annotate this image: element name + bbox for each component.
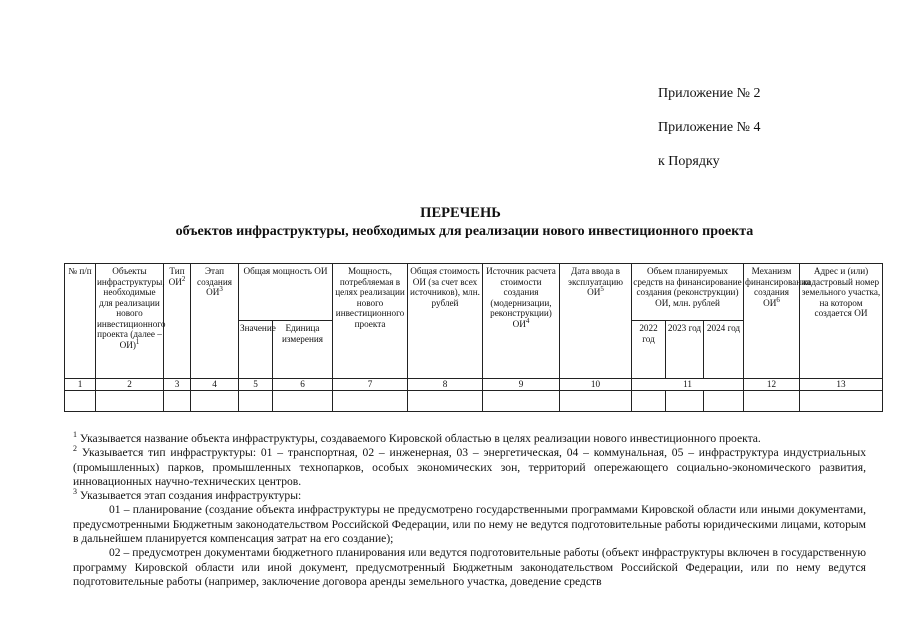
document-title: ПЕРЕЧЕНЬ	[420, 205, 501, 221]
table-number-row	[65, 379, 883, 391]
document-subtitle: объектов инфраструктуры, необходимых для реализации нового инвестиционного проекта	[175, 224, 754, 239]
empty-cell	[408, 391, 483, 412]
appendix-line-2: Приложение № 4	[658, 120, 761, 135]
empty-cell	[239, 391, 273, 412]
col-number: 7	[333, 379, 408, 391]
col-number: 2	[96, 379, 164, 391]
header-date: Дата ввода в эксплуатацию $ОИ^5$	[560, 264, 632, 379]
empty-cell	[164, 391, 191, 412]
infrastructure-table	[64, 263, 883, 412]
header-type: Тип $ОИ^2$	[164, 264, 191, 379]
col-number: 4	[191, 379, 239, 391]
header-mechanism: Механизм финансирования создания $ОИ^6$	[744, 264, 800, 379]
footnote-2: $^2$ Указывается тип инфраструктуры: 01 – транспортная, 02 – инженерная, 03 – энергетическая, 04 – коммунальная, 05 – инфраструктура индустриальных (промышленных) парков, промышленных технопарков, особых экономических зон, территорий опережающего социально-экономического развития, инновационных научно-технических центров.	[73, 444, 866, 488]
empty-cell	[483, 391, 560, 412]
col-number: 6	[273, 379, 333, 391]
empty-cell	[744, 391, 800, 412]
col-number: 8	[408, 379, 483, 391]
empty-cell	[65, 391, 96, 412]
header-num: № п/п	[65, 264, 96, 379]
header-finance: Объем планируемых средств на финансирование создания (реконструкции) ОИ, млн. рублей	[632, 264, 744, 321]
header-year-2024: 2024 год	[704, 321, 744, 379]
col-number: 9	[483, 379, 560, 391]
footnote-1: $^1$ Указывается название объекта инфраструктуры, создаваемого Кировской областью в целях реализации нового инвестиционного проекта.	[73, 430, 761, 445]
header-cap-unit: Единица измерения	[273, 321, 333, 379]
empty-cell	[96, 391, 164, 412]
footnotes	[73, 432, 866, 589]
col-number: 10	[560, 379, 632, 391]
header-consumed: Мощность, потребляемая в целях реализации нового инвестиционного проекта	[333, 264, 408, 379]
empty-cell	[704, 391, 744, 412]
col-number: 12	[744, 379, 800, 391]
header-year-2022: 2022 год	[632, 321, 666, 379]
footnote-3: $^3$ Указывается этап создания инфраструктуры:	[73, 487, 302, 503]
header-cap-value: Значение	[239, 321, 273, 379]
table-header-row	[65, 264, 883, 321]
empty-cell	[273, 391, 333, 412]
col-number: 5	[239, 379, 273, 391]
empty-cell	[333, 391, 408, 412]
header-year-2023: 2023 год	[666, 321, 704, 379]
empty-cell	[666, 391, 704, 412]
col-number: 13	[800, 379, 883, 391]
col-number: 3	[164, 379, 191, 391]
empty-cell	[560, 391, 632, 412]
table-empty-row	[65, 391, 883, 412]
col-number: 1	[65, 379, 96, 391]
empty-cell	[632, 391, 666, 412]
stage-02-paragraph: 02 – предусмотрен документами бюджетного планирования или ведутся подготовительные работы (объект инфраструктуры включен в государственную программу Кировской области или иной документ, предусмотренный Бюджетным законодательством Российской Федерации, или по нему ведутся подготовительные работы (например, заключение договора аренды земельного участка, доведение средств	[73, 546, 866, 588]
header-objects: Объекты инфраструктуры, необходимые для реализации нового инвестиционного проекта (далее – ОИ)$^1$	[96, 264, 164, 379]
appendix-line-3: к Порядку	[658, 154, 720, 169]
header-stage: Этап создания $ОИ^3$	[191, 264, 239, 379]
appendix-line-1: Приложение № 2	[658, 86, 761, 101]
header-address: Адрес и (или) кадастровый номер земельного участка, на котором создается ОИ	[800, 264, 883, 379]
empty-cell	[800, 391, 883, 412]
header-capacity: Общая мощность ОИ	[239, 264, 333, 321]
header-cost: Общая стоимость ОИ (за счет всех источников), млн. рублей	[408, 264, 483, 379]
empty-cell	[191, 391, 239, 412]
header-source: Источник расчета стоимости создания (модернизации, реконструкции) $ОИ^4$	[483, 264, 560, 379]
stage-01-paragraph: 01 – планирование (создание объекта инфраструктуры не предусмотрено государственными программами Кировской области или иными документами, предусмотренными Бюджетным законодательством Российской Федерации, или по нему не ведутся подготовительные работы юридическими лицами, которым в дальнейшем планируется компенсация затрат на его создание);	[73, 503, 866, 546]
col-number: 11	[632, 379, 744, 391]
